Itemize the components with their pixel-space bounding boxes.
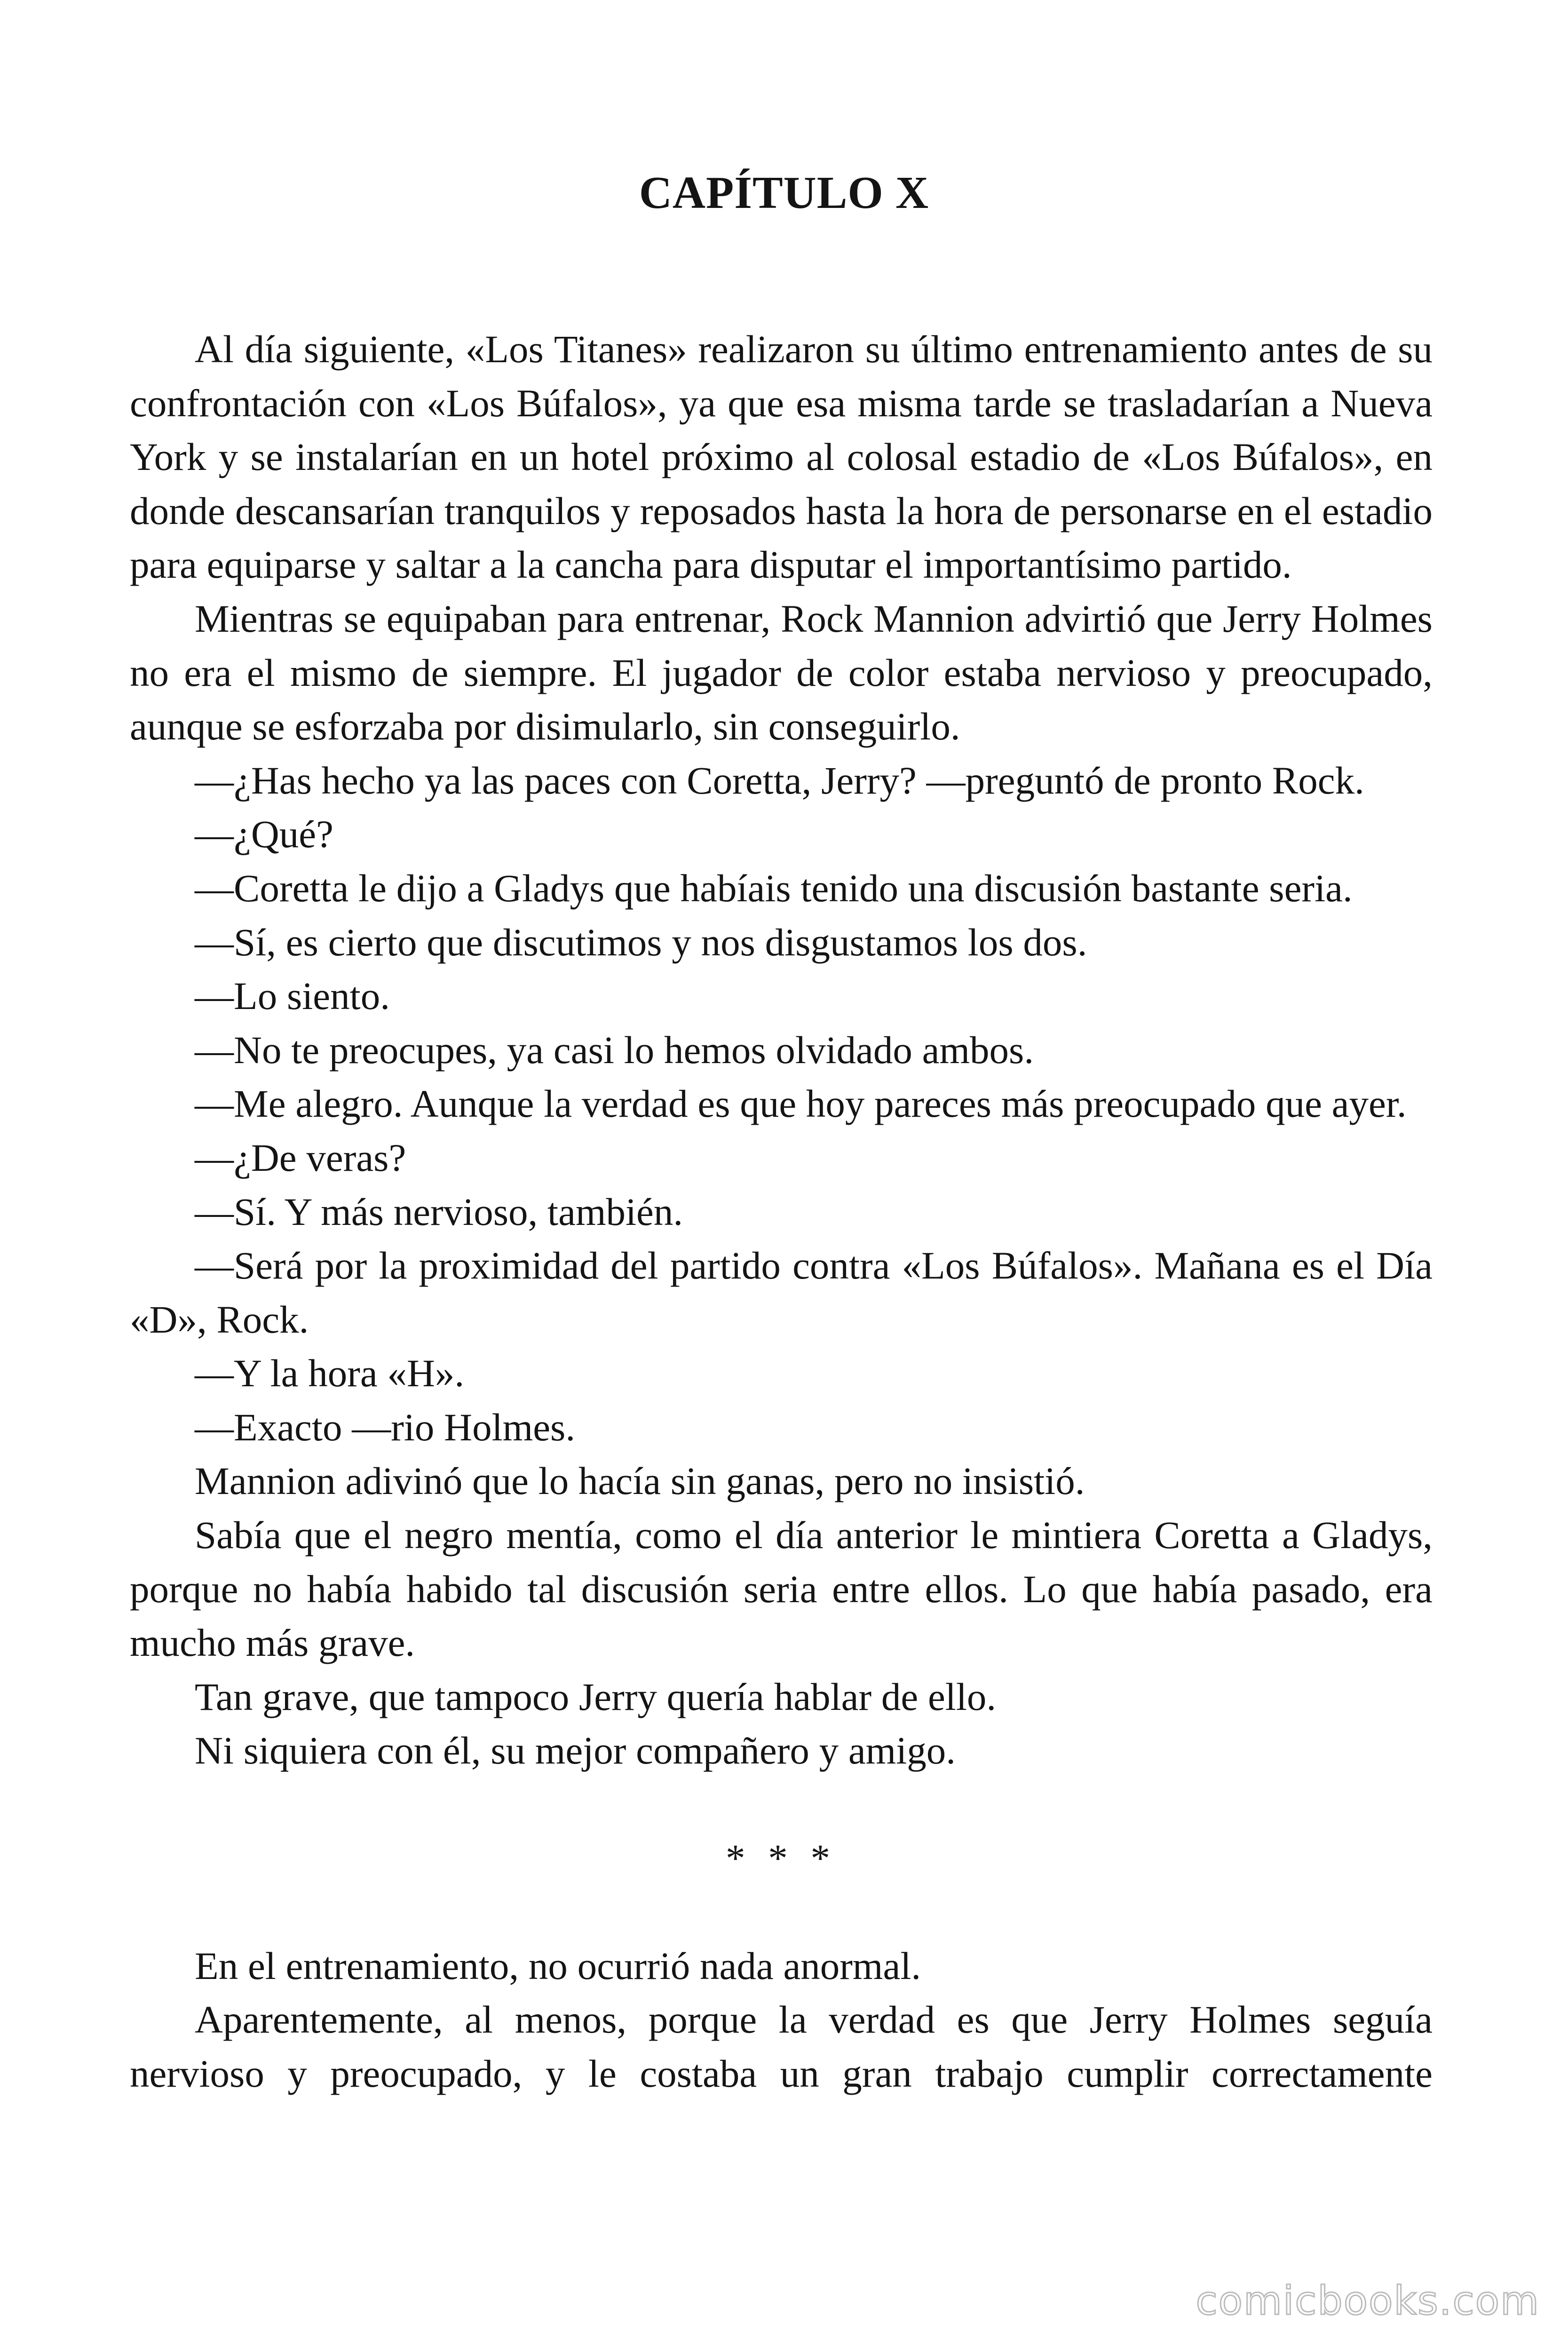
chapter-body <box>130 322 1433 2100</box>
paragraph: —Lo siento. <box>195 974 390 1018</box>
paragraph: —Me alegro. Aunque la verdad es que hoy pareces más preocupado que ayer. <box>195 1082 1407 1126</box>
paragraph: —¿Qué? <box>195 812 333 856</box>
paragraph: Al día siguiente, «Los Titanes» realizaron su último entrenamiento antes de su confrontación con «Los Búfalos», ya que esa misma tarde se trasladarían a Nueva York y se instalarían en un hotel próximo al colosal estadio de «Los Búfalos», en donde descansarían tranquilos y reposados hasta la hora de personarse en el estadio para equiparse y saltar a la cancha para disputar el importantísimo partido. <box>130 327 1433 587</box>
chapter-title: CAPÍTULO X <box>639 167 929 218</box>
paragraph: —Sí, es cierto que discutimos y nos disgustamos los dos. <box>195 920 1087 964</box>
paragraph: —Exacto —rio Holmes. <box>195 1405 576 1449</box>
watermark-logo: comicbooks.com <box>1196 2278 1540 2324</box>
paragraph: Mientras se equipaban para entrenar, Rock Mannion advirtió que Jerry Holmes no era el mismo de siempre. El jugador de color estaba nervioso y preocupado, aunque se esforzaba por disimularlo, sin conseguirlo. <box>130 596 1433 748</box>
paragraph: —¿Has hecho ya las paces con Coretta, Jerry? —preguntó de pronto Rock. <box>195 758 1364 802</box>
paragraph: —No te preocupes, ya casi lo hemos olvidado ambos. <box>195 1028 1034 1072</box>
scene-separator: * * * <box>726 1836 837 1880</box>
paragraph: Aparentemente, al menos, porque la verdad es que Jerry Holmes seguía nervioso y preocupado, y le costaba un gran trabajo cumplir correctamente <box>130 1998 1433 2095</box>
paragraph: —Será por la proximidad del partido contra «Los Búfalos». Mañana es el Día «D», Rock. <box>130 1244 1433 1341</box>
paragraph: Mannion adivinó que lo hacía sin ganas, pero no insistió. <box>195 1459 1085 1503</box>
paragraph: —Sí. Y más nervioso, también. <box>195 1190 683 1233</box>
paragraph: En el entrenamiento, no ocurrió nada anormal. <box>195 1944 921 1987</box>
paragraph: —¿De veras? <box>195 1136 406 1179</box>
paragraph: Ni siquiera con él, su mejor compañero y amigo. <box>195 1729 956 1772</box>
paragraph: —Y la hora «H». <box>195 1351 465 1395</box>
paragraph: Sabía que el negro mentía, como el día anterior le mintiera Coretta a Gladys, porque no había habido tal discusión seria entre ellos. Lo que había pasado, era mucho más grave. <box>130 1513 1433 1665</box>
paragraph: —Coretta le dijo a Gladys que habíais tenido una discusión bastante seria. <box>195 866 1353 910</box>
paragraph: Tan grave, que tampoco Jerry quería hablar de ello. <box>195 1675 997 1718</box>
